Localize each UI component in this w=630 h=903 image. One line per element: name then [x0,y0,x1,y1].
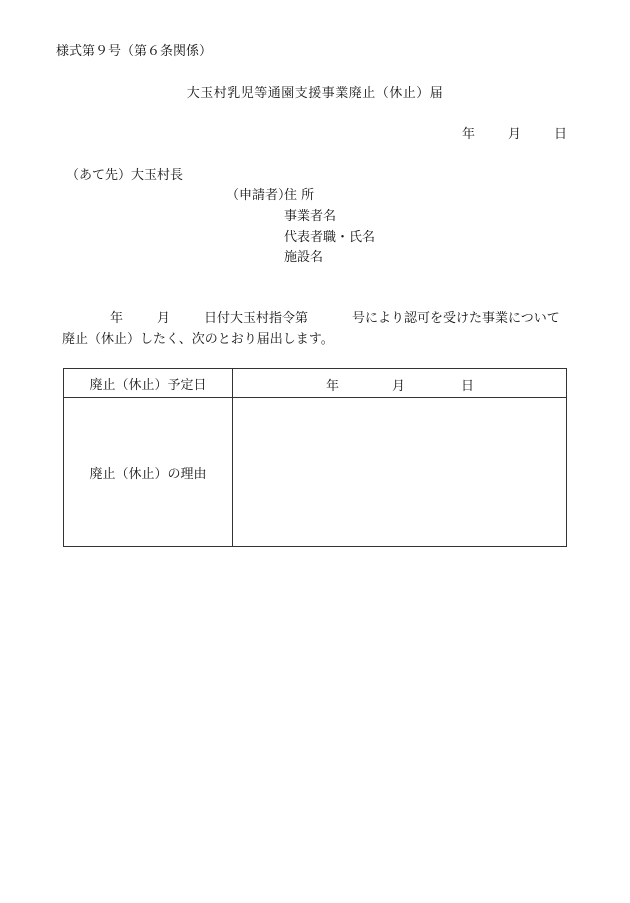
form-number: 様式第９号（第６条関係） [56,44,213,59]
document-title: 大玉村乳児等通園支援事業廃止（休止）届 [186,86,444,101]
planned-year-label: 年 [326,379,340,394]
body-month-label: 月 [157,311,171,326]
body-dated-text: 日付大玉村指令第 [204,311,309,326]
body-year-label: 年 [110,311,124,326]
planned-date-value-cell[interactable] [233,369,567,398]
addressee: （あて先）大玉村長 [66,168,184,183]
planned-day-label: 日 [461,379,475,394]
applicant-address-field: 住 所 [284,188,315,203]
applicant-representative-field: 代表者職・氏名 [284,230,376,245]
applicant-facility-name-field: 施設名 [284,250,324,265]
planned-date-label: 廃止（休止）予定日 [64,369,233,398]
table-row [64,369,567,398]
table-row [64,398,567,547]
reason-label: 廃止（休止）の理由 [64,398,233,547]
details-table [63,368,567,547]
body-line-2: 廃止（休止）したく、次のとおり届出します。 [62,332,334,347]
applicant-business-name-field: 事業者名 [284,209,337,224]
applicant-label: （申請者） [226,188,292,203]
reason-value-cell[interactable] [233,398,567,547]
date-month-label: 月 [508,127,522,142]
date-year-label: 年 [462,127,476,142]
planned-month-label: 月 [392,379,406,394]
body-rest-text: 号により認可を受けた事業について [352,311,560,326]
date-day-label: 日 [554,127,568,142]
